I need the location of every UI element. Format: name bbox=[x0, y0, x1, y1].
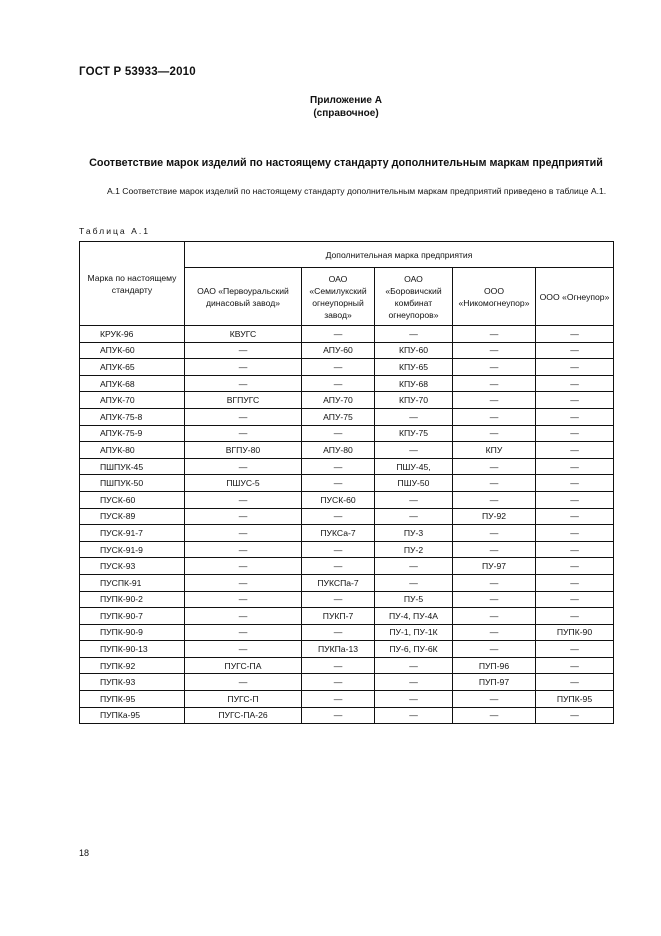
cell-enterprise-grade: — bbox=[185, 541, 302, 558]
cell-enterprise-grade: — bbox=[302, 458, 375, 475]
section-title: Соответствие марок изделий по настоящему стандарту дополнительным маркам предприятий bbox=[89, 157, 603, 169]
cell-enterprise-grade: ПУ-1, ПУ-1К bbox=[375, 624, 453, 641]
cell-enterprise-grade: КПУ-65 bbox=[375, 359, 453, 376]
cell-enterprise-grade: — bbox=[185, 491, 302, 508]
cell-enterprise-grade: — bbox=[453, 541, 536, 558]
cell-enterprise-grade: — bbox=[536, 458, 614, 475]
cell-enterprise-grade: — bbox=[536, 558, 614, 575]
cell-enterprise-grade: ВГПУГС bbox=[185, 392, 302, 409]
cell-enterprise-grade: — bbox=[536, 641, 614, 658]
table-row bbox=[80, 591, 614, 608]
cell-standard-grade: ПУСК-91-7 bbox=[80, 525, 185, 542]
cell-enterprise-grade: — bbox=[185, 591, 302, 608]
cell-enterprise-grade: АПУ-60 bbox=[302, 342, 375, 359]
cell-enterprise-grade: АПУ-80 bbox=[302, 442, 375, 459]
cell-enterprise-grade: — bbox=[302, 375, 375, 392]
cell-enterprise-grade: ПУПК-90 bbox=[536, 624, 614, 641]
cell-enterprise-grade: — bbox=[302, 475, 375, 492]
cell-enterprise-grade: — bbox=[536, 491, 614, 508]
annex-heading bbox=[79, 94, 613, 120]
cell-enterprise-grade: АПУ-70 bbox=[302, 392, 375, 409]
annex-subtitle: (справочное) bbox=[313, 108, 379, 119]
table-row bbox=[80, 558, 614, 575]
cell-standard-grade: АПУК-75-8 bbox=[80, 408, 185, 425]
cell-enterprise-grade: ПУГС-ПА bbox=[185, 657, 302, 674]
cell-enterprise-grade: ПУПК-95 bbox=[536, 691, 614, 708]
col-header-enterprise: ОАО «Боровичский комбинат огнеупоров» bbox=[375, 268, 453, 326]
cell-enterprise-grade: — bbox=[536, 425, 614, 442]
cell-enterprise-grade: ПУГС-ПА-26 bbox=[185, 707, 302, 724]
cell-enterprise-grade: ВГПУ-80 bbox=[185, 442, 302, 459]
cell-enterprise-grade: — bbox=[536, 508, 614, 525]
cell-standard-grade: ПУПК-90-7 bbox=[80, 608, 185, 625]
correspondence-table bbox=[79, 241, 614, 724]
cell-enterprise-grade: — bbox=[302, 624, 375, 641]
cell-enterprise-grade: — bbox=[302, 541, 375, 558]
cell-enterprise-grade: — bbox=[453, 375, 536, 392]
col-header-enterprise: ОАО «Первоуральский динасовый завод» bbox=[185, 268, 302, 326]
cell-enterprise-grade: — bbox=[536, 541, 614, 558]
cell-enterprise-grade: — bbox=[453, 342, 536, 359]
cell-enterprise-grade: КПУ-60 bbox=[375, 342, 453, 359]
table-row bbox=[80, 641, 614, 658]
cell-enterprise-grade: — bbox=[375, 408, 453, 425]
table-row bbox=[80, 525, 614, 542]
cell-enterprise-grade: — bbox=[375, 674, 453, 691]
cell-enterprise-grade: — bbox=[453, 458, 536, 475]
cell-standard-grade: АПУК-75-9 bbox=[80, 425, 185, 442]
cell-enterprise-grade: ПУ-5 bbox=[375, 591, 453, 608]
cell-enterprise-grade: — bbox=[536, 657, 614, 674]
cell-enterprise-grade: — bbox=[375, 558, 453, 575]
cell-enterprise-grade: — bbox=[302, 591, 375, 608]
cell-enterprise-grade: — bbox=[536, 442, 614, 459]
cell-enterprise-grade: ПУ-3 bbox=[375, 525, 453, 542]
cell-enterprise-grade: КПУ-68 bbox=[375, 375, 453, 392]
cell-enterprise-grade: — bbox=[536, 574, 614, 591]
cell-enterprise-grade: — bbox=[185, 624, 302, 641]
cell-enterprise-grade: — bbox=[536, 326, 614, 343]
table-row bbox=[80, 608, 614, 625]
cell-standard-grade: ПУПК-95 bbox=[80, 691, 185, 708]
table-row bbox=[80, 707, 614, 724]
cell-enterprise-grade: — bbox=[536, 525, 614, 542]
col-header-enterprise: ОАО «Семилукский огнеупорный завод» bbox=[302, 268, 375, 326]
cell-enterprise-grade: ПШУ-50 bbox=[375, 475, 453, 492]
cell-enterprise-grade: — bbox=[453, 491, 536, 508]
cell-enterprise-grade: — bbox=[185, 574, 302, 591]
cell-enterprise-grade: АПУ-75 bbox=[302, 408, 375, 425]
cell-enterprise-grade: — bbox=[453, 624, 536, 641]
col-header-enterprise: ООО «Никомогнеупор» bbox=[453, 268, 536, 326]
table-row bbox=[80, 691, 614, 708]
table-row bbox=[80, 342, 614, 359]
table-row bbox=[80, 475, 614, 492]
table-row bbox=[80, 442, 614, 459]
cell-standard-grade: ПУПК-90-9 bbox=[80, 624, 185, 641]
cell-enterprise-grade: ПУКП-7 bbox=[302, 608, 375, 625]
cell-enterprise-grade: — bbox=[536, 359, 614, 376]
table-row bbox=[80, 408, 614, 425]
cell-enterprise-grade: ПУ-4, ПУ-4А bbox=[375, 608, 453, 625]
cell-standard-grade: ПУСПК-91 bbox=[80, 574, 185, 591]
cell-standard-grade: АПУК-80 bbox=[80, 442, 185, 459]
cell-enterprise-grade: — bbox=[536, 608, 614, 625]
cell-enterprise-grade: — bbox=[375, 442, 453, 459]
table-row bbox=[80, 491, 614, 508]
cell-enterprise-grade: ПУКСа-7 bbox=[302, 525, 375, 542]
cell-standard-grade: ПУПК-90-13 bbox=[80, 641, 185, 658]
cell-standard-grade: АПУК-65 bbox=[80, 359, 185, 376]
cell-standard-grade: ПУСК-60 bbox=[80, 491, 185, 508]
cell-enterprise-grade: — bbox=[185, 425, 302, 442]
table-row bbox=[80, 541, 614, 558]
cell-enterprise-grade: — bbox=[375, 657, 453, 674]
cell-enterprise-grade: ПУП-97 bbox=[453, 674, 536, 691]
col-header-standard-grade: Марка по настоящему стандарту bbox=[80, 242, 185, 326]
cell-enterprise-grade: — bbox=[302, 707, 375, 724]
group-header-enterprise-grade: Дополнительная марка предприятия bbox=[185, 242, 614, 268]
cell-enterprise-grade: — bbox=[185, 508, 302, 525]
cell-enterprise-grade: — bbox=[453, 641, 536, 658]
cell-standard-grade: КРУК-96 bbox=[80, 326, 185, 343]
cell-enterprise-grade: — bbox=[185, 458, 302, 475]
cell-enterprise-grade: — bbox=[453, 691, 536, 708]
cell-enterprise-grade: — bbox=[302, 326, 375, 343]
cell-enterprise-grade: — bbox=[453, 608, 536, 625]
cell-enterprise-grade: — bbox=[302, 674, 375, 691]
cell-enterprise-grade: КПУ-75 bbox=[375, 425, 453, 442]
cell-enterprise-grade: — bbox=[185, 674, 302, 691]
cell-enterprise-grade: — bbox=[453, 574, 536, 591]
table-row bbox=[80, 624, 614, 641]
cell-enterprise-grade: — bbox=[185, 608, 302, 625]
cell-standard-grade: ПШПУК-45 bbox=[80, 458, 185, 475]
table-row bbox=[80, 674, 614, 691]
cell-enterprise-grade: — bbox=[185, 375, 302, 392]
cell-enterprise-grade: — bbox=[453, 525, 536, 542]
cell-enterprise-grade: ПУ-2 bbox=[375, 541, 453, 558]
cell-enterprise-grade: — bbox=[302, 359, 375, 376]
cell-enterprise-grade: — bbox=[453, 425, 536, 442]
cell-enterprise-grade: — bbox=[302, 657, 375, 674]
cell-enterprise-grade: ПУ-97 bbox=[453, 558, 536, 575]
cell-enterprise-grade: — bbox=[453, 707, 536, 724]
cell-enterprise-grade: — bbox=[536, 674, 614, 691]
cell-standard-grade: ПУПК-93 bbox=[80, 674, 185, 691]
cell-enterprise-grade: — bbox=[302, 691, 375, 708]
table-row bbox=[80, 326, 614, 343]
cell-enterprise-grade: КПУ-70 bbox=[375, 392, 453, 409]
cell-enterprise-grade: ПУ-6, ПУ-6К bbox=[375, 641, 453, 658]
cell-enterprise-grade: — bbox=[536, 408, 614, 425]
cell-enterprise-grade: ПУГС-П bbox=[185, 691, 302, 708]
cell-enterprise-grade: ПУСК-60 bbox=[302, 491, 375, 508]
table-caption: Таблица А.1 bbox=[79, 226, 150, 236]
table-row bbox=[80, 425, 614, 442]
cell-enterprise-grade: — bbox=[185, 359, 302, 376]
cell-enterprise-grade: — bbox=[453, 475, 536, 492]
cell-enterprise-grade: — bbox=[375, 707, 453, 724]
cell-enterprise-grade: — bbox=[185, 558, 302, 575]
cell-enterprise-grade: — bbox=[375, 691, 453, 708]
cell-enterprise-grade: — bbox=[453, 359, 536, 376]
cell-enterprise-grade: — bbox=[536, 475, 614, 492]
annex-title: Приложение А bbox=[310, 95, 382, 106]
cell-enterprise-grade: — bbox=[453, 392, 536, 409]
cell-enterprise-grade: — bbox=[536, 707, 614, 724]
cell-enterprise-grade: КВУГС bbox=[185, 326, 302, 343]
cell-enterprise-grade: — bbox=[375, 508, 453, 525]
table-body bbox=[80, 326, 614, 724]
cell-enterprise-grade: — bbox=[536, 392, 614, 409]
cell-enterprise-grade: — bbox=[453, 408, 536, 425]
cell-enterprise-grade: — bbox=[302, 425, 375, 442]
cell-enterprise-grade: — bbox=[375, 574, 453, 591]
cell-enterprise-grade: ПУП-96 bbox=[453, 657, 536, 674]
cell-enterprise-grade: — bbox=[453, 326, 536, 343]
page-number: 18 bbox=[79, 848, 90, 858]
cell-enterprise-grade: — bbox=[453, 591, 536, 608]
cell-enterprise-grade: — bbox=[185, 525, 302, 542]
table-row bbox=[80, 392, 614, 409]
cell-enterprise-grade: — bbox=[185, 342, 302, 359]
cell-standard-grade: АПУК-60 bbox=[80, 342, 185, 359]
cell-enterprise-grade: ПУКПа-13 bbox=[302, 641, 375, 658]
cell-enterprise-grade: ПУ-92 bbox=[453, 508, 536, 525]
col-header-enterprise: ООО «Огнеупор» bbox=[536, 268, 614, 326]
cell-standard-grade: ПУСК-89 bbox=[80, 508, 185, 525]
cell-enterprise-grade: КПУ bbox=[453, 442, 536, 459]
cell-standard-grade: ПШПУК-50 bbox=[80, 475, 185, 492]
cell-standard-grade: ПУПК-90-2 bbox=[80, 591, 185, 608]
cell-enterprise-grade: — bbox=[375, 326, 453, 343]
cell-enterprise-grade: — bbox=[375, 491, 453, 508]
cell-enterprise-grade: ПШУ-45, bbox=[375, 458, 453, 475]
cell-standard-grade: ПУПК-92 bbox=[80, 657, 185, 674]
table-row bbox=[80, 359, 614, 376]
cell-enterprise-grade: — bbox=[302, 508, 375, 525]
standard-code: ГОСТ Р 53933—2010 bbox=[79, 66, 196, 78]
cell-standard-grade: ПУСК-91-9 bbox=[80, 541, 185, 558]
cell-enterprise-grade: — bbox=[185, 408, 302, 425]
cell-standard-grade: ПУПКа-95 bbox=[80, 707, 185, 724]
cell-enterprise-grade: — bbox=[302, 558, 375, 575]
table-row bbox=[80, 375, 614, 392]
cell-standard-grade: ПУСК-93 bbox=[80, 558, 185, 575]
cell-standard-grade: АПУК-70 bbox=[80, 392, 185, 409]
cell-enterprise-grade: — bbox=[536, 375, 614, 392]
cell-enterprise-grade: — bbox=[185, 641, 302, 658]
table-row bbox=[80, 574, 614, 591]
table-row bbox=[80, 508, 614, 525]
cell-enterprise-grade: — bbox=[536, 342, 614, 359]
cell-enterprise-grade: ПУКСПа-7 bbox=[302, 574, 375, 591]
table-row bbox=[80, 458, 614, 475]
cell-standard-grade: АПУК-68 bbox=[80, 375, 185, 392]
intro-paragraph: А.1 Соответствие марок изделий по настоящему стандарту дополнительным маркам предприятий приведено в таблице А.1. bbox=[107, 186, 607, 196]
cell-enterprise-grade: ПШУС-5 bbox=[185, 475, 302, 492]
cell-enterprise-grade: — bbox=[536, 591, 614, 608]
table-row bbox=[80, 657, 614, 674]
